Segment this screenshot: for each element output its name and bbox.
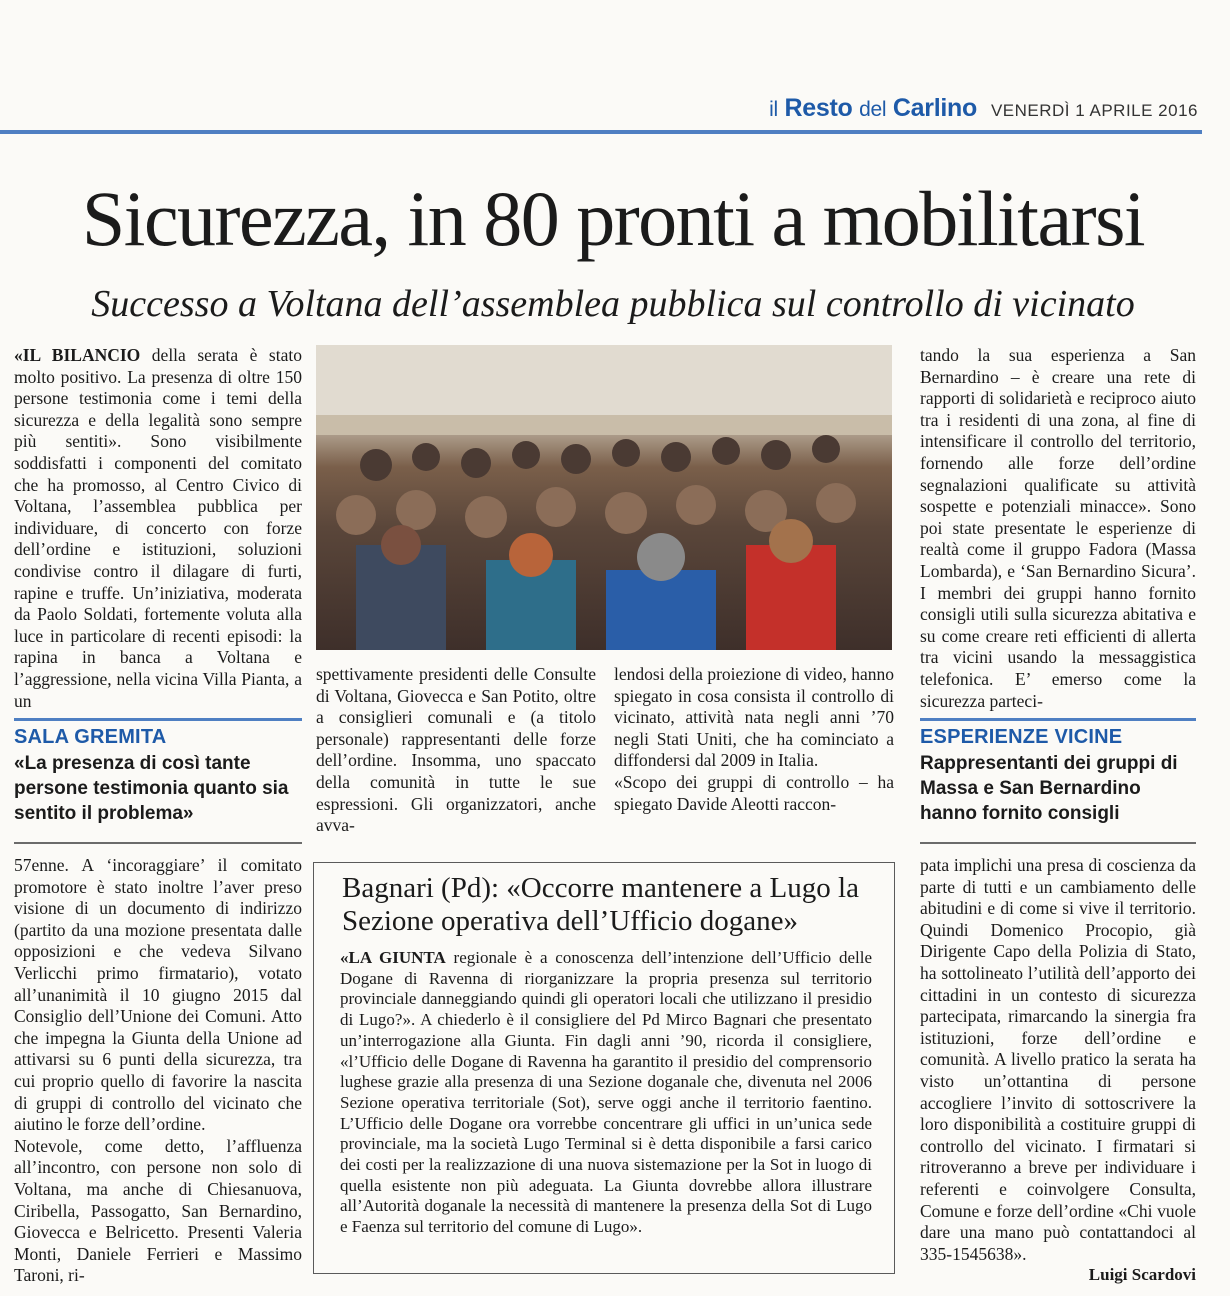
article-column-2: spettivamente presidenti delle Consulte di Voltana, Giovecca e San Potito, oltre a consiglieri comunali e (a titolo personale) rappresentanti delle forze dell’ordine. Insomma, uno spaccato della comunità in tutte le sue espressioni. Gli organizzatori, anche avva-: [316, 664, 596, 836]
article-column-4-continued: pata implichi una presa di coscienza da parte di tutti e un cambiamento delle abitudini e di come si vive il territorio. Quindi Domenico Procopio, già Dirigente Capo della Polizia di Stato, ha sottolineato l’utilità dell’apporto dei cittadini in un contesto di sicurezza partecipata, rimarcando la sinergia fra istituzioni, forze dell’ordine e comunità. A livello pratico la serata ha visto un’ottantina di persone accogliere l’invito di sottoscrivere la loro disponibilità a costituire gruppi di controllo del vicinato. I firmatari si ritroveranno a breve per individuare i referenti e coinvolgere Consulta, Comune e forze dell’ordine «Chi vuole dare una mano può contattandoci al 335-1545638».: [920, 855, 1196, 1264]
boxed-article-body: «LA GIUNTA regionale è a conoscenza dell’intenzione dell’Ufficio delle Dogane di Ravenna di riorganizzare la propria presenza sul territorio provinciale danneggiando quindi gli operatori locali che utilizzano il presidio di Lugo?». A chiederlo è il consigliere del Pd Mirco Bagnari che presentato un’interrogazione alla Giunta. Fin dagli anni ’90, ricorda il consigliere, «l’Ufficio delle Dogane di Ravenna ha garantito il presidio del comprensorio lughese grazie alla presenza di una Sezione doganale che, divenuta nel 2006 Sezione operativa territoriale (Sot), serve oggi anche il territorio faentino. L’Ufficio delle Dogane ora vorrebbe concentrare gli uffici in un’unica sede provinciale, ma la società Lugo Terminal si è detta disponibile a farsi carico dei costi per la realizzazione di una nuova sistemazione per la Sot in luogo di quella esistente non più adeguata. La Giunta dovrebbe allora illustrare all’Autorità doganale la necessità di mantenere la presenza della Sot di Lugo e Faenza sul territorio del comune di Lugo».: [340, 948, 872, 1237]
newspaper-logo: il Resto del Carlino: [769, 94, 977, 122]
sidebar-left-bottom-rule: [14, 842, 302, 844]
pull-quote-right: [920, 726, 1196, 826]
issue-date: VENERDÌ 1 APRILE 2016: [990, 101, 1198, 120]
masthead-rule: [0, 130, 1202, 134]
pull-quote-left-heading: SALA GREMITA: [14, 726, 167, 748]
pull-quote-left: [14, 726, 302, 826]
pull-quote-left-text: «La presenza di così tante persone testimonia quanto sia sentito il problema»: [14, 753, 289, 824]
pull-quote-right-text: Rappresentanti dei gruppi di Massa e San Bernardino hanno fornito consigli: [920, 753, 1178, 824]
sidebar-left-rule: [14, 718, 302, 721]
assembly-photo: [316, 345, 892, 650]
subheadline: Successo a Voltana dell’assemblea pubblica sul controllo di vicinato: [91, 283, 1135, 325]
pull-quote-right-heading: ESPERIENZE VICINE: [920, 726, 1123, 748]
sidebar-right-bottom-rule: [920, 842, 1196, 844]
byline: Luigi Scardovi: [1088, 1265, 1196, 1284]
article-column-1-continued: 57enne. A ‘incoraggiare’ il comitato promotore è stato inoltre l’aver preso visione di un documento di indirizzo (partito da una mozione presentata dalle opposizioni e che vedeva Silvano Verlicchi primo firmatario), votato all’unanimità il 10 giugno 2015 dal Consiglio dell’Unione dei Comuni. Atto che impegna la Giunta della Unione ad attivarsi su 6 punti della sicurezza, tra cui proprio quello di favorire la nascita di gruppi di controllo del vicinato che aiutino le forze dell’ordine. Notevole, come detto, l’affluenza all’incontro, con persone non solo di Voltana, ma anche di Chiesanuova, Ciribella, Passogatto, San Bernardino, Giovecca e Belricetto. Presenti Valeria Monti, Daniele Ferrieri e Massimo Taroni, ri-: [14, 855, 302, 1286]
headline: Sicurezza, in 80 pronti a mobilitarsi: [81, 175, 1145, 262]
masthead: [769, 94, 1198, 123]
boxed-article-title: Bagnari (Pd): «Occorre mantenere a Lugo la Sezione operativa dell’Ufficio dogane»: [342, 872, 859, 937]
article-column-3: lendosi della proiezione di video, hanno spiegato in cosa consista il controllo di vicinato, attività nata negli anni ’70 negli Stati Uniti, che ha cominciato a diffondersi dal 2009 in Italia. «Scopo dei gruppi di controllo – ha spiegato Davide Aleotti raccon-: [614, 664, 894, 814]
article-column-1: «IL BILANCIO della serata è stato molto positivo. La presenza di oltre 150 persone testimonia come i temi della sicurezza e della legalità sono sempre più sentiti». Sono visibilmente soddisfatti i componenti del comitato che ha promosso, al Centro Civico di Voltana, l’assemblea pubblica per individuare, di concerto con forze dell’ordine e istituzioni, soluzioni condivise contro il dilagare di furti, rapine e truffe. Un’iniziativa, moderata da Paolo Soldati, fortemente voluta alla luce in particolare di recenti episodi: la rapina in banca a Voltana e l’aggressione, nella vicina Villa Pianta, a un: [14, 345, 302, 711]
sidebar-right-rule: [920, 718, 1196, 721]
article-column-4: tando la sua esperienza a San Bernardino – è creare una rete di rapporti di solidarietà e reciproco aiuto tra i residenti di una zona, al fine di intensificare il controllo del territorio, fornendo alle forze dell’ordine segnalazioni qualificate su attività sospette e potenziali minacce». Sono poi state presentate le esperienze di realtà come il gruppo Fadora (Massa Lombarda), e ‘San Bernardino Sicura’. I membri dei gruppi hanno fornito consigli utili sulla sicurezza abitativa e su come creare reti efficienti di allerta tra vicini usando la messaggistica telefonica. E’ emerso come la sicurezza parteci-: [920, 345, 1196, 711]
lead-word: «IL BILANCIO: [14, 345, 141, 365]
boxed-lead-word: «LA GIUNTA: [340, 948, 446, 967]
